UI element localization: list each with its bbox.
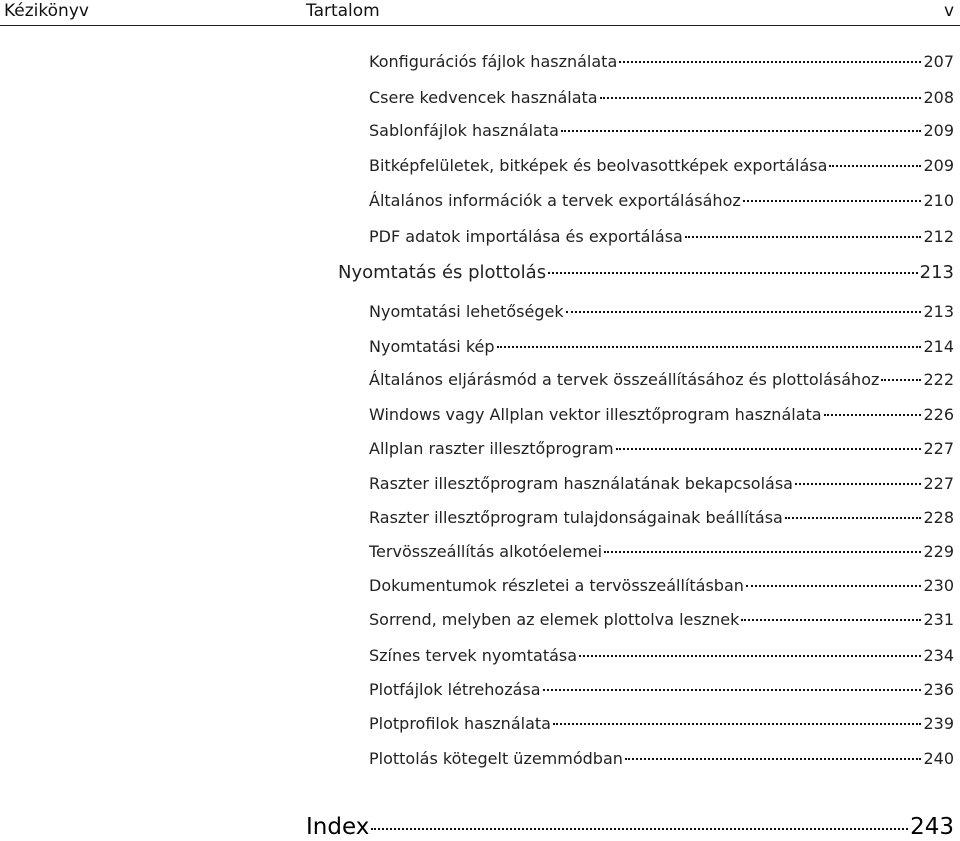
- toc-entry-page: 228: [923, 508, 954, 527]
- toc-entry-page: 239: [923, 714, 954, 733]
- toc-entry-title: Általános eljárásmód a tervek összeállításához és plottolásához: [369, 370, 880, 389]
- toc-entry-title: Sablonfájlok használata: [369, 121, 559, 140]
- toc-entry-page: 243: [910, 814, 954, 840]
- dot-leader: [625, 758, 922, 760]
- toc-entry-page: 214: [923, 337, 954, 356]
- dot-leader: [824, 414, 922, 416]
- toc-entry-page: 209: [923, 156, 954, 175]
- toc-entry-title: Nyomtatási kép: [369, 337, 495, 356]
- toc-entry-title: Bitképfelületek, bitképek és beolvasottképek exportálása: [369, 156, 828, 175]
- toc-entry[interactable]: [369, 301, 954, 323]
- toc-entry[interactable]: [369, 155, 954, 177]
- toc-entry-title: PDF adatok importálása és exportálása: [369, 227, 683, 246]
- toc-entry-title: Nyomtatási lehetőségek: [369, 302, 564, 321]
- toc-entry-page: 222: [923, 370, 954, 389]
- dot-leader: [553, 723, 922, 725]
- toc-entry[interactable]: [369, 438, 954, 460]
- toc-entry-title: Sorrend, melyben az elemek plottolva lesznek: [369, 610, 740, 629]
- toc-entry[interactable]: [369, 51, 954, 73]
- dot-leader: [604, 551, 921, 553]
- toc-entry[interactable]: [369, 473, 954, 495]
- toc-entry-page: 207: [923, 52, 954, 71]
- page-number-roman: v: [943, 1, 954, 21]
- toc-entry-title: Raszter illesztőprogram használatának bekapcsolása: [369, 474, 793, 493]
- toc-entry[interactable]: [369, 87, 954, 109]
- toc-entry-title: Konfigurációs fájlok használata: [369, 52, 618, 71]
- toc-entry[interactable]: [369, 575, 954, 597]
- toc-entry[interactable]: [369, 507, 954, 529]
- toc-section-entry[interactable]: [338, 261, 954, 285]
- toc-entry-page: 209: [923, 121, 954, 140]
- toc-entry[interactable]: [369, 679, 954, 701]
- header-divider: [0, 25, 960, 26]
- toc-entry-title: Nyomtatás és plottolás: [338, 262, 547, 283]
- page-header: [0, 0, 960, 30]
- toc-entry-title: Tervösszeállítás alkotóelemei: [369, 542, 603, 561]
- toc-entry[interactable]: [369, 609, 954, 631]
- toc-entry[interactable]: [369, 748, 954, 770]
- toc-entry-page: 231: [923, 610, 954, 629]
- toc-entry-page: 213: [919, 262, 954, 283]
- toc-entry-page: 227: [923, 439, 954, 458]
- toc-entry-page: 240: [923, 749, 954, 768]
- dot-leader: [566, 311, 922, 313]
- toc-entry[interactable]: [369, 226, 954, 248]
- toc-entry-page: 234: [923, 646, 954, 665]
- dot-leader: [685, 236, 922, 238]
- toc-entry[interactable]: [369, 404, 954, 426]
- dot-leader: [371, 828, 908, 830]
- dot-leader: [829, 165, 921, 167]
- toc-entry-title: Plotfájlok létrehozása: [369, 680, 541, 699]
- toc-entry-title: Csere kedvencek használata: [369, 88, 598, 107]
- dot-leader: [743, 200, 922, 202]
- toc-entry-title: Windows vagy Allplan vektor illesztőprogram használata: [369, 405, 822, 424]
- toc-entry-page: 226: [923, 405, 954, 424]
- toc-entry-page: 212: [923, 227, 954, 246]
- toc-entry-title: Index: [306, 814, 370, 840]
- dot-leader: [619, 61, 921, 63]
- dot-leader: [579, 655, 921, 657]
- toc-entry-title: Allplan raszter illesztőprogram: [369, 439, 614, 458]
- dot-leader: [746, 585, 922, 587]
- toc-entry-page: 229: [923, 542, 954, 561]
- toc-entry-page: 210: [923, 191, 954, 210]
- dot-leader: [741, 619, 921, 621]
- toc-entry-page: 236: [923, 680, 954, 699]
- toc-entry[interactable]: [369, 336, 954, 358]
- toc-entry[interactable]: [369, 190, 954, 212]
- dot-leader: [795, 483, 922, 485]
- dot-leader: [616, 448, 922, 450]
- toc-entry-page: 208: [923, 88, 954, 107]
- toc-entry[interactable]: [369, 713, 954, 735]
- toc-entry-title: Raszter illesztőprogram tulajdonságainak beállítása: [369, 508, 783, 527]
- manual-label: Kézikönyv: [4, 1, 89, 21]
- toc-entry-page: 227: [923, 474, 954, 493]
- toc-entry-title: Színes tervek nyomtatása: [369, 646, 578, 665]
- toc-entry-title: Plotprofilok használata: [369, 714, 551, 733]
- dot-leader: [548, 272, 918, 274]
- dot-leader: [600, 97, 922, 99]
- toc-entry-page: 213: [923, 302, 954, 321]
- toc-entry[interactable]: [369, 120, 954, 142]
- toc-entry-title: Plottolás kötegelt üzemmódban: [369, 749, 623, 768]
- dot-leader: [497, 346, 922, 348]
- toc-entry[interactable]: [369, 645, 954, 667]
- dot-leader: [881, 379, 921, 381]
- toc-entry[interactable]: [369, 369, 954, 391]
- toc-entry-page: 230: [923, 576, 954, 595]
- toc-entry-title: Dokumentumok részletei a tervösszeállításban: [369, 576, 744, 595]
- toc-index-entry[interactable]: [306, 813, 954, 841]
- dot-leader: [785, 517, 922, 519]
- contents-label: Tartalom: [306, 1, 380, 21]
- dot-leader: [561, 130, 922, 132]
- toc-entry[interactable]: [369, 541, 954, 563]
- dot-leader: [543, 689, 922, 691]
- toc-entry-title: Általános információk a tervek exportálásához: [369, 191, 741, 210]
